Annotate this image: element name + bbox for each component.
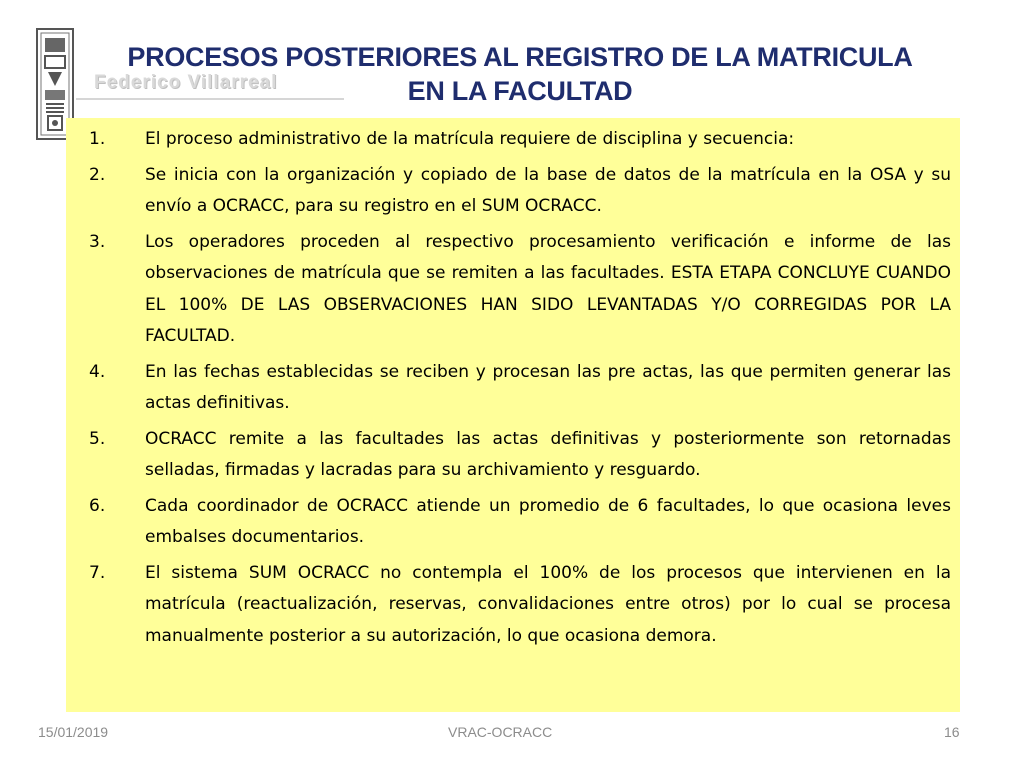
list-item [83, 424, 951, 487]
list-item [83, 558, 951, 653]
process-list [83, 124, 951, 656]
item-text: En las fechas establecidas se reciben y procesan las pre actas, las que permiten generar las actas definitivas. [145, 361, 951, 413]
list-item [83, 160, 951, 223]
page-title [90, 40, 950, 108]
item-number: 1. [89, 129, 106, 149]
footer-page-number: 16 [944, 724, 960, 740]
item-text: Se inicia con la organización y copiado de la base de datos de la matrícula en la OSA y su envío a OCRACC, para su registro en el SUM OCRACC. [145, 164, 951, 216]
item-text: El sistema SUM OCRACC no contempla el 100% de los procesos que intervienen en la matrícula (reactualización, reservas, convalidaciones entre otros) por lo cual se procesa manualmente posterior a su autorización, lo que ocasiona demora. [145, 562, 951, 646]
item-number: 7. [89, 562, 106, 583]
footer-date: 15/01/2019 [38, 724, 109, 740]
item-text: OCRACC remite a las facultades las actas definitivas y posteriormente son retornadas selladas, firmadas y lacradas para su archivamiento y resguardo. [145, 428, 951, 480]
list-item [83, 357, 951, 420]
title-line-2: EN LA FACULTAD [407, 76, 633, 106]
item-number: 5. [89, 428, 106, 449]
list-item [83, 124, 951, 156]
item-number: 3. [89, 231, 106, 252]
item-number: 2. [89, 164, 106, 185]
item-text: El proceso administrativo de la matrícula requiere de disciplina y secuencia: [145, 129, 795, 149]
list-item [83, 227, 951, 353]
item-number: 6. [89, 495, 106, 516]
item-number: 4. [89, 361, 106, 382]
item-text: Cada coordinador de OCRACC atiende un promedio de 6 facultades, lo que ocasiona leves embalses documentarios. [145, 495, 951, 547]
list-item [83, 491, 951, 554]
title-line-1: PROCESOS POSTERIORES AL REGISTRO DE LA MATRICULA [127, 42, 913, 72]
footer-center: VRAC-OCRACC [448, 724, 553, 740]
item-text: Los operadores proceden al respectivo procesamiento verificación e informe de las observaciones de matrícula que se remiten a las facultades. ESTA ETAPA CONCLUYE CUANDO EL 100% DE LAS OBSERVACIONES HAN SIDO LEVANTADAS Y/O CORREGIDAS POR LA FACULTAD. [145, 231, 951, 346]
logo-text: Federico Villarreal [94, 72, 278, 93]
